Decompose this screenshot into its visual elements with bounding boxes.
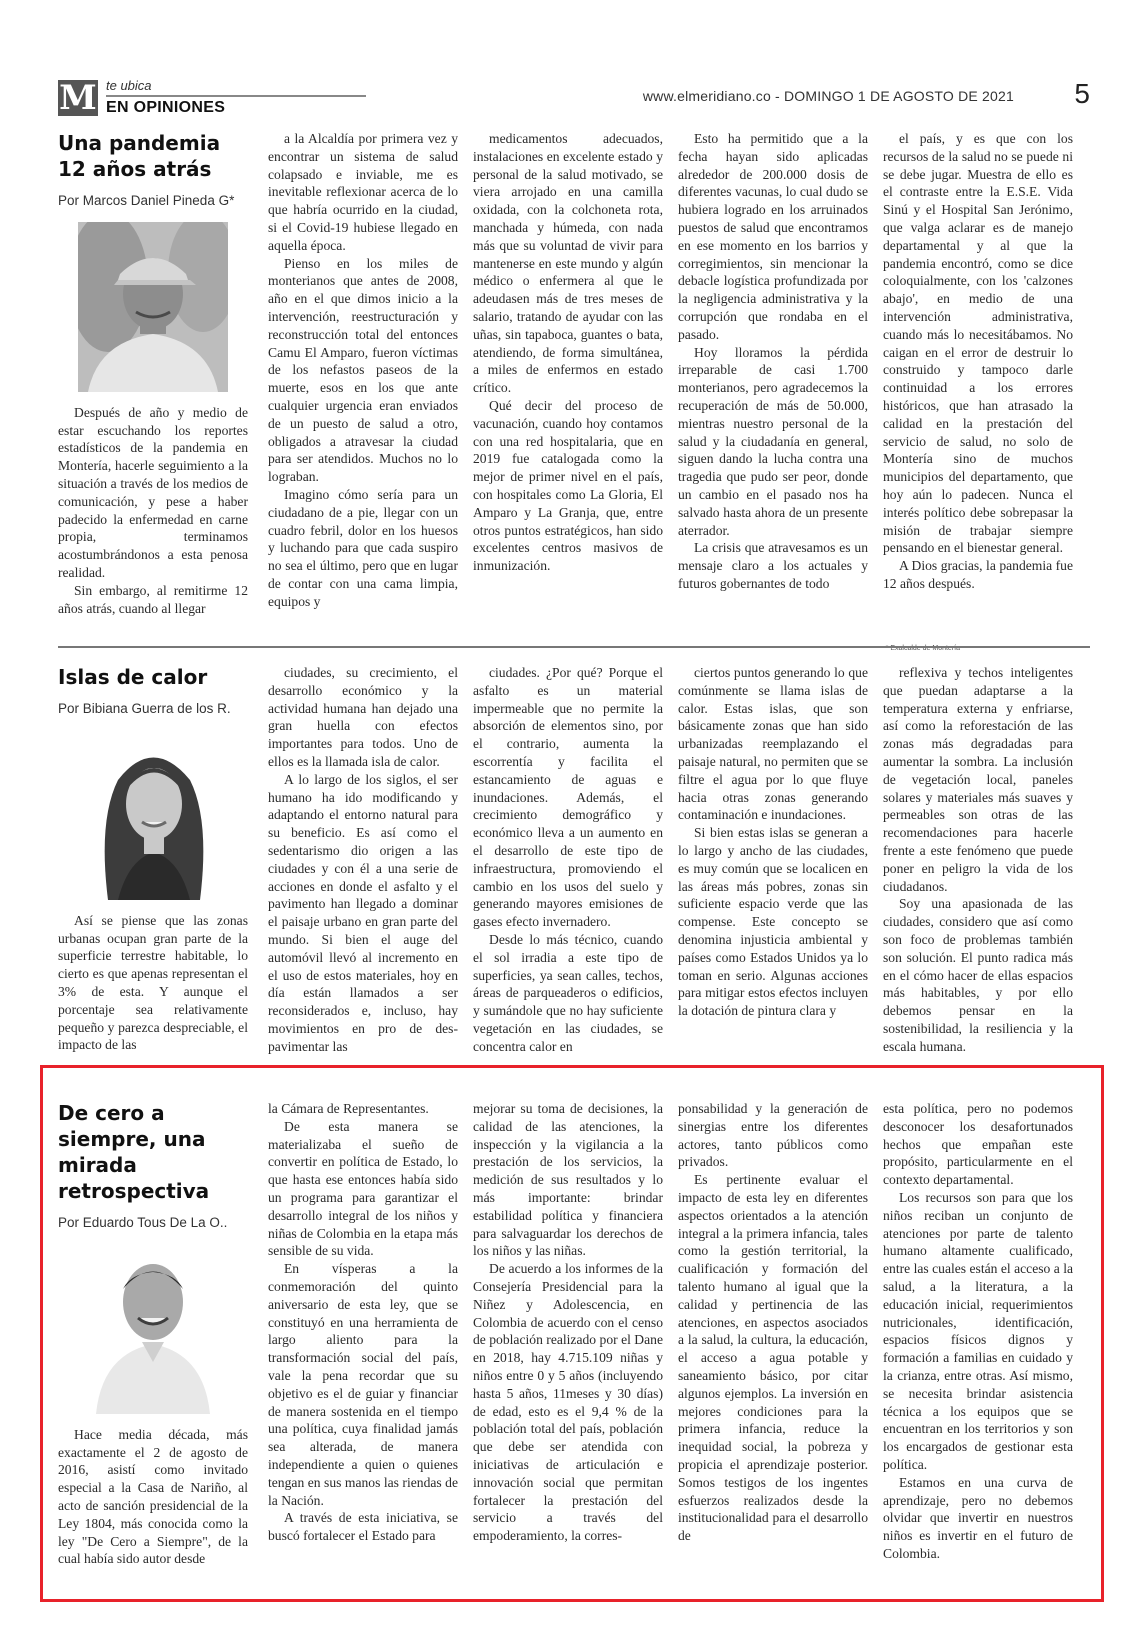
- paragraph: Los recursos son para que los niños reciban un conjunto de atenciones por parte de talento humano altamente cualificado, entre las cuales están el acceso a la salud, a la literatura, a la educación inicial, requerimientos nutricionales, identificación, espacios físicos dignos y formación a familias en cuidado y la crianza, entre otras. Así mismo, se necesita brindar asistencia técnica a los equipos que se encuentran en los territorios y son los encargados de gestionar esta política.: [883, 1189, 1073, 1472]
- article-byline: Por Marcos Daniel Pineda G*: [58, 193, 235, 208]
- author-portrait-photo: [78, 222, 228, 392]
- paragraph: el país, y es que con los recursos de la salud no se puede ni se debe jugar. Muestra de ello es el contraste entre la E.S.E. Vida Sinú y el Hospital San Jerónimo, que valga aclarar es de manejo departamental y al que la pandemia encontró, como se dice coloquialmente, con los 'calzones abajo', en medio de una intervención administrativa, cuando más lo necesitábamos. No caigan en el error de destruir lo construido y tampoco darle continuidad a los errores históricos, que han atrasado la calidad en la prestación del servicio de salud, no solo de Montería sino de muchos municipios del departamento, que hoy aún lo padecen. Nunca el interés político debe sobrepasar la misión de trabajar siempre pensando en el bienestar general.: [883, 131, 1073, 556]
- paragraph: medicamentos adecuados, instalaciones en excelente estado y personal de la salud motivado, se viera arrojado en una camilla oxidada, con la colchoneta rota, manchada y húmeda, con nada más que su voluntad de vivir para mantenerse en este mundo y algún médico o enfermera al que le adeudasen más de tres meses de salario, tratando de ayudar con las uñas, sin tapaboca, guantes o bata, atendiendo, de forma simultánea, a miles de enfermos en estado crítico.: [473, 131, 663, 396]
- paragraph: Imagino cómo sería para un ciudadano de a pie, llegar con un cuadro febril, dolor en los huesos y luchando para que cada suspiro no sea el último, pero que en lugar de contar con una cama limpia, equipos y: [268, 486, 458, 609]
- article-column: [883, 130, 1073, 593]
- paragraph: Es pertinente evaluar el impacto de esta ley en diferentes aspectos orientados a la atención integral a la primera infancia, tales como la gestión territorial, la cualificación y formación del talento humano al igual que la calidad y pertinencia de las atenciones, en aspectos asociados a la salud, la cultura, la educación, el acceso a agua potable y saneamiento básico, por citar algunos ejemplos. La inversión en mejores condiciones para la primera infancia, reduce la inequidad social, la pobreza y propicia el aprendizaje posterior. Somos testigos de los ingentes esfuerzos realizados desde la institucionalidad para el desarrollo de: [678, 1172, 868, 1544]
- paragraph: ciertos puntos generando lo que comúnmente se llama islas de calor. Estas islas, que son básicamente zonas que han sido urbanizadas reemplazando el paisaje natural, no permiten que se filtre el agua por lo que fluye hacia otras zonas generando contaminación e inundaciones.: [678, 665, 868, 823]
- paragraph: mejorar su toma de decisiones, la calidad de las atenciones, la inspección y la vigilancia a la prestación de los servicios, la medición de sus resultados y lo más importante: brindar estabilidad política y financiera para salvaguardar los derechos de los niños y las niñas.: [473, 1101, 663, 1259]
- article-column: [268, 664, 458, 1056]
- paragraph: La crisis que atravesamos es un mensaje claro a los actuales y futuros gobernantes de todo: [678, 540, 868, 591]
- section-tagline-rule: [106, 95, 366, 97]
- paragraph: En vísperas a la conmemoración del quinto aniversario de esta ley, que se constituyó en una herramienta de largo aliento para la transformación social del país, vale la pena recordar que su objetivo es el de guiar y financiar de manera sostenida en el tiempo una política, cuya finalidad jamás sea alterada, de manera independiente a quien o quienes tengan en sus manos las riendas de la Nación.: [268, 1261, 458, 1508]
- section-tagline-small: te ubica: [106, 78, 152, 93]
- article-column: [58, 1100, 248, 1568]
- masthead: [58, 78, 1090, 120]
- paragraph: A través de esta iniciativa, se buscó fortalecer el Estado para: [268, 1510, 458, 1544]
- article-column: [473, 664, 663, 1056]
- section-divider: [58, 646, 1090, 648]
- author-portrait-photo: [78, 730, 228, 900]
- paragraph: Soy una apasionada de las ciudades, considero que así como son foco de problemas también son solución. El punto radica más en el cómo hacer de ellas espacios más habitables, y por ello debemos pensar en la sostenibilidad, la resiliencia y la escala humana.: [883, 896, 1073, 1054]
- article-column: [883, 664, 1073, 1056]
- paragraph: reflexiva y techos inteligentes que puedan adaptarse a la temperatura externa y enfriarse, así como la reforestación de las zonas más degradadas para aumentar la sombra. La inclusión de vegetación local, paneles solares y materiales más suaves y permeables son otras de las recomendaciones para hacerle frente a este fenómeno que puede poner en peligro la vida de los ciudadanos.: [883, 665, 1073, 894]
- article-column: [58, 130, 248, 617]
- paragraph: A Dios gracias, la pandemia fue 12 años después.: [883, 558, 1073, 591]
- paragraph: Pienso en los miles de monterianos que antes de 2008, año en el que dimos inicio a la intervención, reestructuración y reconstrucción total del entonces Camu El Amparo, fueron víctimas de los nefastos paseos de la muerte, esos en los que ante cualquier urgencia eran enviados de un puesto de salud a otro, obligados a atravesar la ciudad para ser atendidos. Muchos no lo lograban.: [268, 255, 458, 485]
- paragraph: De esta manera se materializaba el sueño de convertir en política de Estado, lo que hasta ese entonces había sido un programa para garantizar el desarrollo integral de los niños y niñas de Colombia en la etapa más sensible de su vida.: [268, 1118, 458, 1259]
- article-headline: Islas de calor: [58, 665, 208, 689]
- article-column: [268, 130, 458, 611]
- article-byline: Por Bibiana Guerra de los R.: [58, 701, 231, 716]
- paragraph: a la Alcaldía por primera vez y encontrar un sistema de salud colapsado e inviable, me es inevitable reflexionar acerca de lo que habría ocurrido en la ciudad, si el Covid-19 hubiese llegado en aquella época.: [268, 131, 458, 253]
- article-headline: Una pandemia 12 años atrás: [58, 131, 221, 181]
- paragraph: ciudades, su crecimiento, el desarrollo económico y la actividad humana han dejado una gran huella con efectos importantes para todos. Uno de ellos es la llamada isla de calor.: [268, 665, 458, 769]
- article-byline: Por Eduardo Tous De La O..: [58, 1215, 228, 1230]
- paragraph: la Cámara de Representantes.: [268, 1101, 429, 1116]
- paragraph: ponsabilidad y la generación de sinergias entre los diferentes actores, tanto públicos como privados.: [678, 1101, 868, 1170]
- paragraph: Así se piense que las zonas urbanas ocupan gran parte de la superficie terrestre habitable, lo cierto es que apenas representan el 3% de esta. Y aunque el porcentaje sea relativamente pequeño y parezca despreciable, el impacto de las: [58, 912, 248, 1053]
- article-column: [473, 1100, 663, 1545]
- article-pandemia: [58, 130, 1090, 652]
- paragraph: esta política, pero no podemos desconocer los desafortunados hechos que empañan este propósito, particularmente en el contexto departamental.: [883, 1101, 1073, 1188]
- article-de-cero-a-siempre: [58, 1100, 1090, 1580]
- page-number: 5: [1074, 78, 1090, 109]
- paragraph: Después de año y medio de estar escuchando los reportes estadísticos de la pandemia en Montería, hacerle seguimiento a la situación a través de los medios de comunicación, y pese a haber padecido la enfermedad en carne propia, terminamos acostumbrándonos a esta penosa realidad.: [58, 404, 248, 580]
- paragraph: Hace media década, más exactamente el 2 de agosto de 2016, asistí como invitado especial a la Casa de Nariño, al acto de sanción presidencial de la Ley 1804, más conocida como la ley "De Cero a Siempre", de la cual había sido autor desde: [58, 1426, 248, 1567]
- article-headline: De cero a siempre, una mirada retrospectiva: [58, 1101, 210, 1203]
- paragraph: Esto ha permitido que a la fecha hayan sido aplicadas alrededor de 200.000 dosis de diferentes vacunas, lo cual dudo se hubiera logrado en los arruinados puestos de salud que encontramos en ese momento en los barrios y corregimientos, sin mencionar la debacle logística profundizada por la negligencia administrativa y la corrupción que rondaba en el pasado.: [678, 131, 868, 342]
- paragraph: De acuerdo a los informes de la Consejería Presidencial para la Niñez y Adolescencia, en Colombia de acuerdo con el censo de población realizado por el Dane en 2018, hay 4.715.109 niñas y niños entre 0 y 5 años (incluyendo hasta 5 años, 11meses y 30 días) de edad, esto es el 9,4 % de la población total del país, población que debe ser atendida con iniciativas de articulación e innovación social que permitan fortalecer la prestación del servicio a través del empoderamiento, la corres-: [473, 1261, 663, 1544]
- author-portrait-photo: [78, 1244, 228, 1414]
- paragraph: Estamos en una curva de aprendizaje, pero no debemos olvidar que invertir en nuestros niños es invertir en el futuro de Colombia.: [883, 1474, 1073, 1561]
- dateline[interactable]: www.elmeridiano.co - DOMINGO 1 DE AGOSTO DE 2021: [642, 88, 1014, 104]
- article-column: [268, 1100, 458, 1545]
- paragraph: Qué decir del proceso de vacunación, cuando hoy contamos con una red hospitalaria, que en 2019 fue catalogada como la mejor de primer nivel en el país, con hospitales como La Gloria, El Amparo y La Granja, que, entre otros puntos estratégicos, han sido excelentes centros masivos de inmunización.: [473, 397, 663, 574]
- article-column: [678, 664, 868, 1020]
- author-footnote: * Exalcalde de Montería: [885, 645, 960, 652]
- section-title: EN OPINIONES: [106, 99, 226, 116]
- article-column: [678, 130, 868, 593]
- paragraph: ciudades. ¿Por qué? Porque el asfalto es un material impermeable que no permite la absorción de elementos sino, por el contrario, aumenta la escorrentía y facilita el estancamiento de aguas e inundaciones. Además, el crecimiento demográfico y económico lleva a un aumento en el desarrollo de este tipo de infraestructura, promoviendo el cambio en los usos del suelo y generando mayores emisiones de gases efecto invernadero.: [473, 665, 663, 930]
- paragraph: A lo largo de los siglos, el ser humano ha ido modificando y adaptando el entorno natural para su beneficio. Es así como el sedentarismo dio origen a las ciudades y con él a una serie de acciones en donde el asfalto y el pavimento han llegado a dominar el paisaje urbano en gran parte del mundo. Si bien el auge del automóvil llevó al incremento en el uso de estos materiales, hoy en día están llamados a ser reconsiderados e, incluso, hay movimientos en pro de des-pavimentar las: [268, 771, 458, 1054]
- paragraph: Desde lo más técnico, cuando el sol irradia a este tipo de superficies, ya sean calles, techos, áreas de parqueaderos o edificios, y sumándole que no hay suficiente vegetación en las ciudades, se concentra calor en: [473, 931, 663, 1054]
- paragraph: Si bien estas islas se generan a lo largo y ancho de las ciudades, es muy común que se localicen en las áreas más pobres, zonas sin suficiente espacio verde que las compense. Este concepto se denomina injusticia ambiental y países como Estados Unidos ya lo toman en serio. Algunas acciones para mitigar estos efectos incluyen la dotación de pintura clara y: [678, 825, 868, 1019]
- article-islas-de-calor: [58, 664, 1090, 1054]
- article-column: [473, 130, 663, 575]
- el-meridiano-logo: M: [59, 78, 97, 118]
- article-column: [883, 1100, 1073, 1563]
- paragraph: Hoy lloramos la pérdida irreparable de casi 1.700 monterianos, pero agradecemos la recuperación de más de 50.000, mientras nuestro personal de la salud y la ciudadanía en general, siguen dando la lucha contra una tragedia que pudo ser peor, donde un cambio en el pasado nos ha salvado hasta ahora de un presente aterrador.: [678, 344, 868, 538]
- paragraph: Sin embargo, al remitirme 12 años atrás, cuando al llegar: [58, 582, 248, 616]
- article-column: [58, 664, 248, 1054]
- article-column: [678, 1100, 868, 1545]
